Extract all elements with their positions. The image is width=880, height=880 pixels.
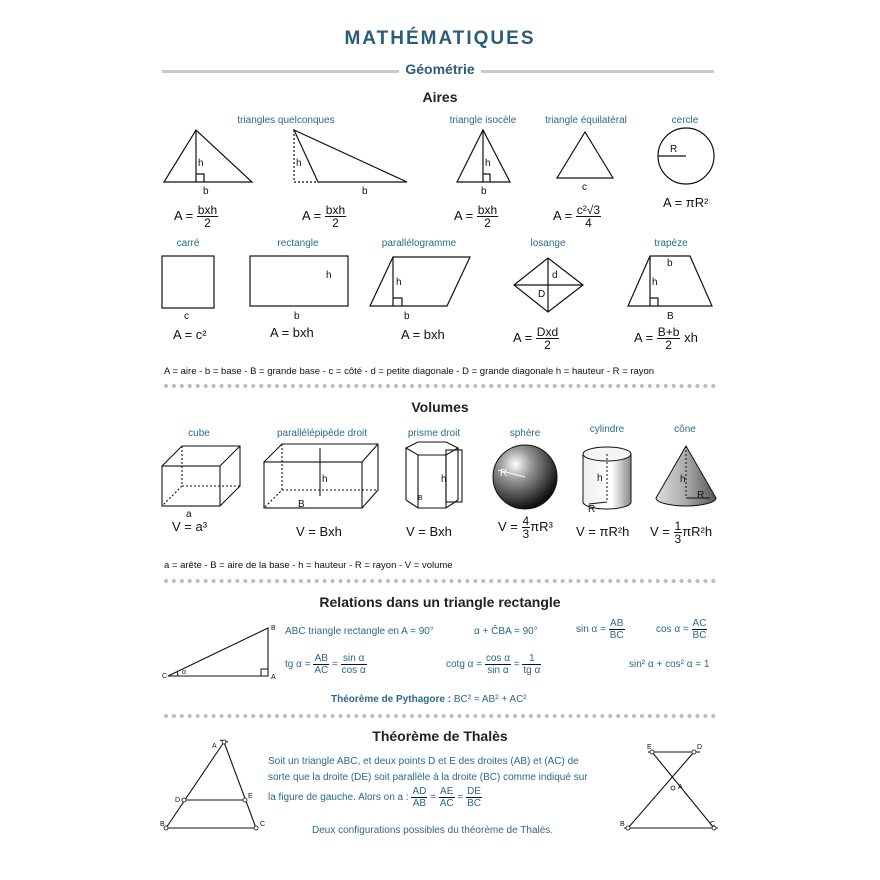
svg-text:h: h xyxy=(441,474,447,485)
relation-angle: α + ĈBA = 90° xyxy=(474,626,538,637)
svg-text:R: R xyxy=(670,144,678,155)
svg-text:h: h xyxy=(198,158,204,169)
svg-text:h: h xyxy=(296,158,302,169)
section-aires-heading: Aires xyxy=(422,89,458,105)
svg-text:R: R xyxy=(500,468,508,479)
relation-cotg: cotg α = $\frac{\text{cos α}}{\text{sin α}}$ = $\frac{1}{\text{tg α}}$ xyxy=(446,653,541,676)
svg-text:α: α xyxy=(182,669,187,676)
svg-text:B: B xyxy=(620,821,625,828)
svg-text:B: B xyxy=(298,499,305,510)
formula-carre: A = c² xyxy=(173,327,207,342)
svg-text:A: A xyxy=(678,784,683,791)
section-relations-heading: Relations dans un triangle rectangle xyxy=(319,594,561,610)
section-volumes-heading: Volumes xyxy=(411,399,469,415)
thales-footnote: Deux configurations possibles du théorème de Thalès. xyxy=(312,825,554,836)
svg-text:C: C xyxy=(710,821,716,828)
formula-equilateral: A = $\frac{\text{c²√3}}{4}$ xyxy=(553,203,601,230)
svg-text:B: B xyxy=(160,821,165,828)
formula-parallelepipede: V = Bxh xyxy=(296,524,342,539)
svg-text:E: E xyxy=(248,793,253,800)
svg-text:b: b xyxy=(203,186,209,197)
svg-text:C: C xyxy=(260,821,266,828)
label-carre: carré xyxy=(176,238,200,249)
svg-text:h: h xyxy=(652,277,658,288)
formula-triangle-2: A = $\frac{\text{bxh}}{2}$ xyxy=(302,203,346,230)
label-cube: cube xyxy=(188,428,210,439)
svg-text:C: C xyxy=(162,673,168,680)
label-losange: losange xyxy=(530,238,566,249)
svg-text:h: h xyxy=(485,158,491,169)
svg-text:B: B xyxy=(271,625,276,632)
svg-text:b: b xyxy=(362,186,368,197)
svg-text:h: h xyxy=(322,474,328,485)
label-prisme: prisme droit xyxy=(407,428,461,439)
formula-trapeze: A = $\frac{B+b}{2}$ xh xyxy=(634,325,698,352)
svg-text:h: h xyxy=(326,270,332,281)
relation-identity: sin² α + cos² α = 1 xyxy=(629,659,710,670)
svg-text:h: h xyxy=(396,277,402,288)
svg-text:c: c xyxy=(184,311,189,322)
svg-text:B: B xyxy=(418,495,423,502)
label-triangle-equilateral: triangle équilatéral xyxy=(545,115,627,126)
svg-text:B: B xyxy=(667,311,674,322)
page-title: MATHÉMATIQUES xyxy=(344,28,536,49)
formula-prisme: V = Bxh xyxy=(406,524,452,539)
thales-paragraph: Soit un triangle ABC, et deux points D et E des droites (AB) et (AC) de sorte que la droite (DE) soit parallèle à la droite (BC) comme indiqué sur la figure de gauche. Alors on a : $\frac{AD}{AB}$ = $\frac{AE}{AC}$ = $\frac{DE}{BC}$ xyxy=(268,756,588,809)
label-triangles-quelconques: triangles quelconques xyxy=(237,115,335,126)
formula-losange: A = $\frac{\text{Dxd}}{2}$ xyxy=(513,325,559,352)
svg-text:h: h xyxy=(680,474,686,485)
section-thales-heading: Théorème de Thalès xyxy=(372,728,508,744)
pythagore: Théorème de Pythagore : BC² = AB² + AC² xyxy=(331,694,527,705)
relation-sin: sin α = $\frac{AB}{BC}$ xyxy=(576,618,624,641)
formula-parallelogramme: A = bxh xyxy=(401,327,445,342)
svg-text:h: h xyxy=(597,473,603,484)
svg-text:R: R xyxy=(588,504,596,515)
label-cone: cône xyxy=(674,424,696,435)
formula-sphere: V = $\frac{4}{3}$ πR³ xyxy=(498,514,553,541)
formula-cube: V = a³ xyxy=(172,519,208,534)
svg-text:c: c xyxy=(582,182,587,193)
svg-text:E: E xyxy=(647,744,652,751)
svg-text:D: D xyxy=(697,744,703,751)
svg-text:b: b xyxy=(667,258,673,269)
label-cercle: cercle xyxy=(671,115,699,126)
page-subtitle: Géométrie xyxy=(0,61,880,77)
svg-text:A: A xyxy=(212,743,217,750)
svg-text:b: b xyxy=(481,186,487,197)
formula-triangle-1: A = $\frac{\text{bxh}}{2}$ xyxy=(174,203,218,230)
svg-text:A: A xyxy=(271,674,276,681)
label-parallelepipede: parallélépipède droit xyxy=(276,428,368,439)
svg-text:b: b xyxy=(294,311,300,322)
label-triangle-isocele: triangle isocèle xyxy=(449,115,517,126)
svg-text:D: D xyxy=(538,289,546,300)
formula-cercle: A = πR² xyxy=(663,195,709,210)
formula-cylindre: V = πR²h xyxy=(576,524,630,539)
formula-isocele: A = $\frac{\text{bxh}}{2}$ xyxy=(454,203,498,230)
label-parallelogramme: parallélogramme xyxy=(381,238,457,249)
svg-text:R: R xyxy=(697,490,705,501)
relation-tg: tg α = $\frac{AB}{AC}$ = $\frac{\text{sin α}}{\text{cos α}}$ xyxy=(285,653,366,676)
label-rectangle: rectangle xyxy=(277,238,319,249)
aires-legend: A = aire - b = base - B = grande base - c = côté - d = petite diagonale - D = grande diagonale h = hauteur - R = rayon xyxy=(164,366,655,377)
formula-rectangle: A = bxh xyxy=(270,325,314,340)
relation-abc: ABC triangle rectangle en A = 90° xyxy=(285,626,434,637)
label-cylindre: cylindre xyxy=(589,424,625,435)
svg-text:b: b xyxy=(404,311,410,322)
volumes-legend: a = arête - B = aire de la base - h = hauteur - R = rayon - V = volume xyxy=(164,560,453,571)
relation-cos: cos α = $\frac{AC}{BC}$ xyxy=(656,618,707,641)
label-sphere: sphère xyxy=(509,428,541,439)
svg-text:a: a xyxy=(186,509,192,520)
svg-text:D: D xyxy=(175,797,181,804)
label-trapeze: trapèze xyxy=(654,238,688,249)
svg-text:d: d xyxy=(552,270,558,281)
formula-cone: V = $\frac{1}{3}$ πR²h xyxy=(650,519,713,546)
